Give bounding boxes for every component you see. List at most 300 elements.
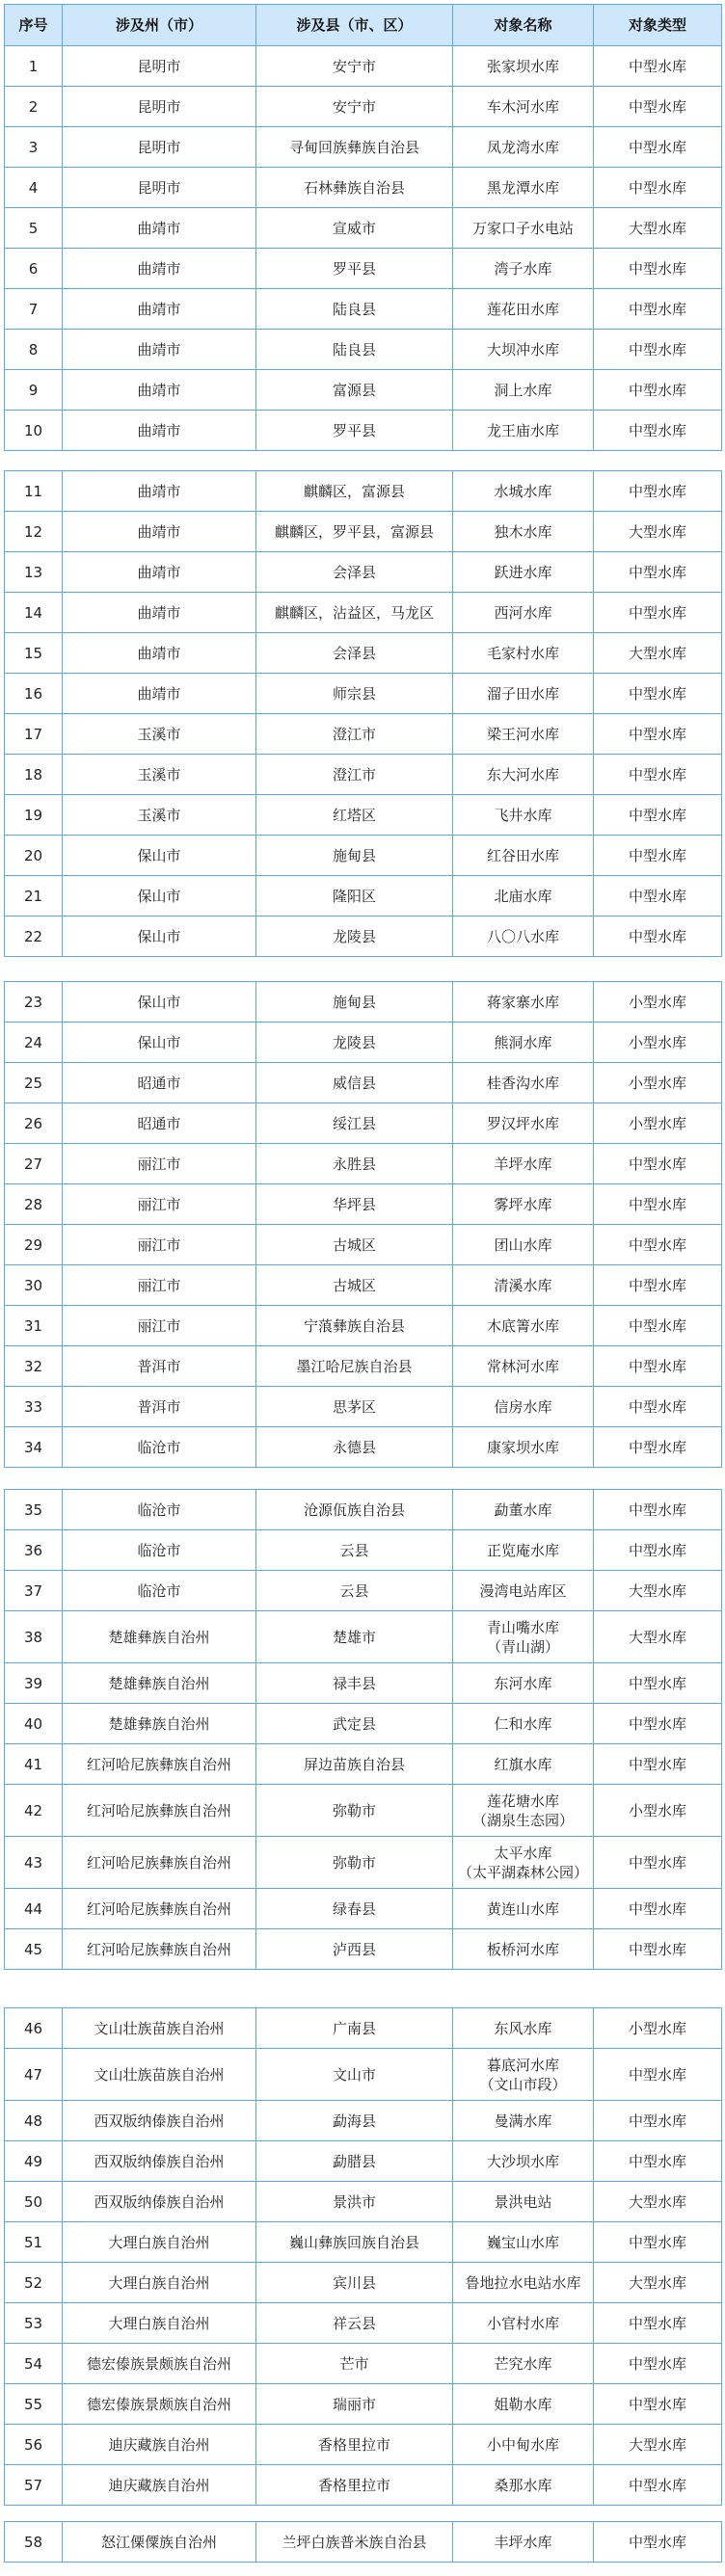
row-index: 43 xyxy=(5,1837,63,1889)
object-name-cell: 桑那水库 xyxy=(453,2465,594,2506)
table-row xyxy=(5,1663,722,1704)
prefecture-cell: 昆明市 xyxy=(63,87,256,127)
row-index: 16 xyxy=(5,674,63,714)
county-cell: 墨江哈尼族自治县 xyxy=(256,1346,453,1387)
county-cell: 思茅区 xyxy=(256,1387,453,1427)
county-cell: 云县 xyxy=(256,1571,453,1611)
county-cell: 文山市 xyxy=(256,2049,453,2101)
row-index: 6 xyxy=(5,249,63,289)
object-type-cell: 小型水库 xyxy=(594,2008,722,2049)
county-cell: 红塔区 xyxy=(256,795,453,836)
object-name-cell: 羊坪水库 xyxy=(453,1144,594,1184)
object-name-cell: 小中甸水库 xyxy=(453,2425,594,2465)
object-type-cell: 中型水库 xyxy=(594,2303,722,2344)
object-name-cell: 团山水库 xyxy=(453,1225,594,1265)
row-index: 47 xyxy=(5,2049,63,2101)
row-index: 58 xyxy=(5,2522,63,2563)
county-cell: 麒麟区，罗平县，富源县 xyxy=(256,512,453,552)
county-cell: 罗平县 xyxy=(256,411,453,451)
object-name-cell: 曼满水库 xyxy=(453,2101,594,2141)
object-name-cell: 罗汉坪水库 xyxy=(453,1103,594,1144)
prefecture-cell: 玉溪市 xyxy=(63,755,256,795)
county-cell: 广南县 xyxy=(256,2008,453,2049)
table-row xyxy=(5,552,722,593)
object-name-cell: 飞井水库 xyxy=(453,795,594,836)
table-row xyxy=(5,1837,722,1889)
row-index: 7 xyxy=(5,289,63,330)
header-index: 序号 xyxy=(5,5,63,46)
header-object-name: 对象名称 xyxy=(453,5,594,46)
prefecture-cell: 丽江市 xyxy=(63,1265,256,1306)
county-cell: 永胜县 xyxy=(256,1144,453,1184)
county-cell: 巍山彝族回族自治县 xyxy=(256,2222,453,2263)
table-row xyxy=(5,46,722,87)
row-index: 23 xyxy=(5,982,63,1022)
county-cell: 勐腊县 xyxy=(256,2141,453,2182)
table-row xyxy=(5,2141,722,2182)
prefecture-cell: 红河哈尼族彝族自治州 xyxy=(63,1889,256,1929)
object-name-cell: 张家坝水库 xyxy=(453,46,594,87)
object-name-cell: 景洪电站 xyxy=(453,2182,594,2222)
table-row xyxy=(5,1530,722,1571)
table-section-5 xyxy=(4,2007,722,2506)
row-index: 50 xyxy=(5,2182,63,2222)
object-name-cell: 万家口子水电站 xyxy=(453,208,594,249)
object-type-cell: 中型水库 xyxy=(594,370,722,411)
row-index: 19 xyxy=(5,795,63,836)
table-row xyxy=(5,87,722,127)
object-type-cell: 中型水库 xyxy=(594,1929,722,1970)
county-cell: 屏边苗族自治县 xyxy=(256,1744,453,1785)
county-cell: 师宗县 xyxy=(256,674,453,714)
object-name-cell: 木底箐水库 xyxy=(453,1306,594,1346)
row-index: 2 xyxy=(5,87,63,127)
prefecture-cell: 文山壮族苗族自治州 xyxy=(63,2049,256,2101)
object-type-cell: 中型水库 xyxy=(594,127,722,168)
prefecture-cell: 昆明市 xyxy=(63,127,256,168)
header-prefecture: 涉及州（市） xyxy=(63,5,256,46)
object-name-cell: 湾子水库 xyxy=(453,249,594,289)
prefecture-cell: 保山市 xyxy=(63,916,256,957)
row-index: 17 xyxy=(5,714,63,755)
table-row xyxy=(5,208,722,249)
county-cell: 隆阳区 xyxy=(256,876,453,916)
prefecture-cell: 怒江傈僳族自治州 xyxy=(63,2522,256,2563)
object-type-cell: 中型水库 xyxy=(594,411,722,451)
object-name-cell: 巍宝山水库 xyxy=(453,2222,594,2263)
row-index: 14 xyxy=(5,593,63,633)
row-index: 3 xyxy=(5,127,63,168)
table-row xyxy=(5,1306,722,1346)
object-type-cell: 中型水库 xyxy=(594,330,722,370)
object-name-cell: 梁王河水库 xyxy=(453,714,594,755)
county-cell: 云县 xyxy=(256,1530,453,1571)
object-type-cell: 中型水库 xyxy=(594,1744,722,1785)
row-index: 18 xyxy=(5,755,63,795)
row-index: 10 xyxy=(5,411,63,451)
prefecture-cell: 曲靖市 xyxy=(63,289,256,330)
prefecture-cell: 临沧市 xyxy=(63,1427,256,1468)
table-row xyxy=(5,411,722,451)
table-row xyxy=(5,1611,722,1663)
prefecture-cell: 丽江市 xyxy=(63,1225,256,1265)
row-index: 39 xyxy=(5,1663,63,1704)
object-name-cell: 仁和水库 xyxy=(453,1704,594,1744)
prefecture-cell: 大理白族自治州 xyxy=(63,2263,256,2303)
row-index: 27 xyxy=(5,1144,63,1184)
object-name-cell: 大沙坝水库 xyxy=(453,2141,594,2182)
row-index: 25 xyxy=(5,1063,63,1103)
object-type-cell: 中型水库 xyxy=(594,1184,722,1225)
row-index: 5 xyxy=(5,208,63,249)
prefecture-cell: 曲靖市 xyxy=(63,370,256,411)
county-cell: 宣威市 xyxy=(256,208,453,249)
row-index: 13 xyxy=(5,552,63,593)
county-cell: 景洪市 xyxy=(256,2182,453,2222)
prefecture-cell: 保山市 xyxy=(63,982,256,1022)
prefecture-cell: 德宏傣族景颇族自治州 xyxy=(63,2344,256,2384)
table-row xyxy=(5,714,722,755)
object-type-cell: 中型水库 xyxy=(594,2344,722,2384)
prefecture-cell: 红河哈尼族彝族自治州 xyxy=(63,1744,256,1785)
table-row xyxy=(5,471,722,512)
county-cell: 富源县 xyxy=(256,370,453,411)
row-index: 44 xyxy=(5,1889,63,1929)
table-row xyxy=(5,2101,722,2141)
prefecture-cell: 临沧市 xyxy=(63,1530,256,1571)
row-index: 40 xyxy=(5,1704,63,1744)
object-name-cell: 独木水库 xyxy=(453,512,594,552)
table-row xyxy=(5,1744,722,1785)
table-row xyxy=(5,1225,722,1265)
row-index: 49 xyxy=(5,2141,63,2182)
object-name-cell: 莲花塘水库 （湖泉生态园） xyxy=(453,1785,594,1837)
prefecture-cell: 丽江市 xyxy=(63,1184,256,1225)
object-type-cell: 中型水库 xyxy=(594,552,722,593)
object-type-cell: 中型水库 xyxy=(594,2384,722,2425)
object-name-cell: 常林河水库 xyxy=(453,1346,594,1387)
table-row xyxy=(5,2222,722,2263)
object-name-cell: 莲花田水库 xyxy=(453,289,594,330)
row-index: 1 xyxy=(5,46,63,87)
table-row xyxy=(5,330,722,370)
county-cell: 泸西县 xyxy=(256,1929,453,1970)
row-index: 15 xyxy=(5,633,63,674)
prefecture-cell: 丽江市 xyxy=(63,1144,256,1184)
row-index: 8 xyxy=(5,330,63,370)
object-name-cell: 八〇八水库 xyxy=(453,916,594,957)
object-name-cell: 太平水库 （太平湖森林公园） xyxy=(453,1837,594,1889)
row-index: 20 xyxy=(5,836,63,876)
row-index: 53 xyxy=(5,2303,63,2344)
table-row xyxy=(5,512,722,552)
row-index: 4 xyxy=(5,168,63,208)
object-type-cell: 中型水库 xyxy=(594,1427,722,1468)
table-row xyxy=(5,370,722,411)
object-type-cell: 中型水库 xyxy=(594,1387,722,1427)
object-type-cell: 小型水库 xyxy=(594,1785,722,1837)
object-type-cell: 中型水库 xyxy=(594,249,722,289)
prefecture-cell: 曲靖市 xyxy=(63,471,256,512)
county-cell: 会泽县 xyxy=(256,552,453,593)
table-row xyxy=(5,674,722,714)
table-row xyxy=(5,982,722,1022)
object-name-cell: 姐勒水库 xyxy=(453,2384,594,2425)
prefecture-cell: 文山壮族苗族自治州 xyxy=(63,2008,256,2049)
table-row xyxy=(5,2008,722,2049)
object-name-cell: 北庙水库 xyxy=(453,876,594,916)
table-row xyxy=(5,1103,722,1144)
object-type-cell: 中型水库 xyxy=(594,1265,722,1306)
prefecture-cell: 普洱市 xyxy=(63,1387,256,1427)
county-cell: 古城区 xyxy=(256,1265,453,1306)
county-cell: 麒麟区，沾益区，马龙区 xyxy=(256,593,453,633)
county-cell: 禄丰县 xyxy=(256,1663,453,1704)
table-row xyxy=(5,593,722,633)
row-index: 22 xyxy=(5,916,63,957)
object-type-cell: 中型水库 xyxy=(594,1704,722,1744)
table-row xyxy=(5,2344,722,2384)
table-row xyxy=(5,2049,722,2101)
object-type-cell: 中型水库 xyxy=(594,2522,722,2563)
object-type-cell: 中型水库 xyxy=(594,1837,722,1889)
object-type-cell: 大型水库 xyxy=(594,512,722,552)
object-name-cell: 东河水库 xyxy=(453,1663,594,1704)
row-index: 42 xyxy=(5,1785,63,1837)
object-type-cell: 中型水库 xyxy=(594,87,722,127)
table-row xyxy=(5,2182,722,2222)
object-type-cell: 大型水库 xyxy=(594,208,722,249)
row-index: 54 xyxy=(5,2344,63,2384)
object-type-cell: 中型水库 xyxy=(594,168,722,208)
object-type-cell: 大型水库 xyxy=(594,2182,722,2222)
object-name-cell: 小官村水库 xyxy=(453,2303,594,2344)
row-index: 21 xyxy=(5,876,63,916)
row-index: 37 xyxy=(5,1571,63,1611)
county-cell: 香格里拉市 xyxy=(256,2465,453,2506)
object-type-cell: 中型水库 xyxy=(594,2465,722,2506)
object-name-cell: 清溪水库 xyxy=(453,1265,594,1306)
object-name-cell: 洞上水库 xyxy=(453,370,594,411)
object-name-cell: 丰坪水库 xyxy=(453,2522,594,2563)
prefecture-cell: 玉溪市 xyxy=(63,714,256,755)
table-row xyxy=(5,795,722,836)
table-row xyxy=(5,1929,722,1970)
object-name-cell: 黄连山水库 xyxy=(453,1889,594,1929)
row-index: 51 xyxy=(5,2222,63,2263)
table-row xyxy=(5,168,722,208)
county-cell: 宁蒗彝族自治县 xyxy=(256,1306,453,1346)
object-type-cell: 中型水库 xyxy=(594,755,722,795)
row-index: 30 xyxy=(5,1265,63,1306)
prefecture-cell: 曲靖市 xyxy=(63,249,256,289)
prefecture-cell: 楚雄彝族自治州 xyxy=(63,1611,256,1663)
table-section-1 xyxy=(4,4,722,451)
object-type-cell: 中型水库 xyxy=(594,876,722,916)
table-row xyxy=(5,1184,722,1225)
prefecture-cell: 楚雄彝族自治州 xyxy=(63,1663,256,1704)
prefecture-cell: 迪庆藏族自治州 xyxy=(63,2465,256,2506)
object-type-cell: 大型水库 xyxy=(594,2425,722,2465)
object-name-cell: 跃进水库 xyxy=(453,552,594,593)
county-cell: 施甸县 xyxy=(256,836,453,876)
prefecture-cell: 红河哈尼族彝族自治州 xyxy=(63,1929,256,1970)
object-type-cell: 中型水库 xyxy=(594,916,722,957)
object-name-cell: 漫湾电站库区 xyxy=(453,1571,594,1611)
prefecture-cell: 曲靖市 xyxy=(63,411,256,451)
table-row xyxy=(5,1387,722,1427)
table-section-2 xyxy=(4,470,722,957)
row-index: 41 xyxy=(5,1744,63,1785)
county-cell: 武定县 xyxy=(256,1704,453,1744)
object-type-cell: 中型水库 xyxy=(594,795,722,836)
object-type-cell: 中型水库 xyxy=(594,1225,722,1265)
row-index: 26 xyxy=(5,1103,63,1144)
county-cell: 沧源佤族自治县 xyxy=(256,1490,453,1530)
row-index: 55 xyxy=(5,2384,63,2425)
object-name-cell: 暮底河水库 （文山市段） xyxy=(453,2049,594,2101)
object-type-cell: 中型水库 xyxy=(594,1663,722,1704)
table-section-3 xyxy=(4,981,722,1468)
table-row xyxy=(5,2465,722,2506)
county-cell: 弥勒市 xyxy=(256,1837,453,1889)
county-cell: 石林彝族自治县 xyxy=(256,168,453,208)
object-name-cell: 勐董水库 xyxy=(453,1490,594,1530)
county-cell: 龙陵县 xyxy=(256,916,453,957)
prefecture-cell: 西双版纳傣族自治州 xyxy=(63,2101,256,2141)
county-cell: 永德县 xyxy=(256,1427,453,1468)
prefecture-cell: 普洱市 xyxy=(63,1346,256,1387)
object-name-cell: 蒋家寨水库 xyxy=(453,982,594,1022)
row-index: 34 xyxy=(5,1427,63,1468)
prefecture-cell: 昭通市 xyxy=(63,1103,256,1144)
row-index: 11 xyxy=(5,471,63,512)
table-row xyxy=(5,2384,722,2425)
county-cell: 安宁市 xyxy=(256,46,453,87)
table-row xyxy=(5,1265,722,1306)
object-type-cell: 大型水库 xyxy=(594,633,722,674)
county-cell: 兰坪白族普米族自治县 xyxy=(256,2522,453,2563)
prefecture-cell: 曲靖市 xyxy=(63,674,256,714)
prefecture-cell: 西双版纳傣族自治州 xyxy=(63,2182,256,2222)
prefecture-cell: 德宏傣族景颇族自治州 xyxy=(63,2384,256,2425)
row-index: 45 xyxy=(5,1929,63,1970)
prefecture-cell: 保山市 xyxy=(63,836,256,876)
table-row xyxy=(5,1063,722,1103)
row-index: 48 xyxy=(5,2101,63,2141)
county-cell: 陆良县 xyxy=(256,289,453,330)
table-row xyxy=(5,1889,722,1929)
object-type-cell: 中型水库 xyxy=(594,2222,722,2263)
object-type-cell: 小型水库 xyxy=(594,982,722,1022)
object-type-cell: 中型水库 xyxy=(594,1144,722,1184)
object-type-cell: 小型水库 xyxy=(594,1103,722,1144)
prefecture-cell: 西双版纳傣族自治州 xyxy=(63,2141,256,2182)
table-row xyxy=(5,755,722,795)
table-row xyxy=(5,633,722,674)
row-index: 29 xyxy=(5,1225,63,1265)
object-type-cell: 中型水库 xyxy=(594,2141,722,2182)
object-name-cell: 康家坝水库 xyxy=(453,1427,594,1468)
object-type-cell: 中型水库 xyxy=(594,2101,722,2141)
county-cell: 澄江市 xyxy=(256,714,453,755)
row-index: 33 xyxy=(5,1387,63,1427)
table-row xyxy=(5,916,722,957)
object-type-cell: 中型水库 xyxy=(594,2049,722,2101)
object-type-cell: 大型水库 xyxy=(594,1611,722,1663)
county-cell: 澄江市 xyxy=(256,755,453,795)
object-type-cell: 大型水库 xyxy=(594,2263,722,2303)
object-name-cell: 雾坪水库 xyxy=(453,1184,594,1225)
prefecture-cell: 大理白族自治州 xyxy=(63,2222,256,2263)
object-name-cell: 西河水库 xyxy=(453,593,594,633)
prefecture-cell: 保山市 xyxy=(63,876,256,916)
prefecture-cell: 大理白族自治州 xyxy=(63,2303,256,2344)
object-type-cell: 中型水库 xyxy=(594,1530,722,1571)
table-row xyxy=(5,2522,722,2563)
object-name-cell: 大坝冲水库 xyxy=(453,330,594,370)
county-cell: 瑞丽市 xyxy=(256,2384,453,2425)
county-cell: 会泽县 xyxy=(256,633,453,674)
row-index: 35 xyxy=(5,1490,63,1530)
county-cell: 安宁市 xyxy=(256,87,453,127)
object-type-cell: 中型水库 xyxy=(594,674,722,714)
table-row xyxy=(5,1571,722,1611)
county-cell: 绿春县 xyxy=(256,1889,453,1929)
row-index: 52 xyxy=(5,2263,63,2303)
object-type-cell: 小型水库 xyxy=(594,1063,722,1103)
table-row xyxy=(5,289,722,330)
table-section-4 xyxy=(4,1489,722,1970)
county-cell: 宾川县 xyxy=(256,2263,453,2303)
table-row xyxy=(5,2303,722,2344)
object-type-cell: 中型水库 xyxy=(594,289,722,330)
object-type-cell: 中型水库 xyxy=(594,1490,722,1530)
row-index: 38 xyxy=(5,1611,63,1663)
prefecture-cell: 临沧市 xyxy=(63,1571,256,1611)
object-name-cell: 龙王庙水库 xyxy=(453,411,594,451)
object-name-cell: 车木河水库 xyxy=(453,87,594,127)
row-index: 36 xyxy=(5,1530,63,1571)
row-index: 56 xyxy=(5,2425,63,2465)
prefecture-cell: 曲靖市 xyxy=(63,330,256,370)
county-cell: 勐海县 xyxy=(256,2101,453,2141)
county-cell: 绥江县 xyxy=(256,1103,453,1144)
object-name-cell: 红谷田水库 xyxy=(453,836,594,876)
object-name-cell: 水城水库 xyxy=(453,471,594,512)
object-name-cell: 正览庵水库 xyxy=(453,1530,594,1571)
prefecture-cell: 曲靖市 xyxy=(63,512,256,552)
object-name-cell: 东大河水库 xyxy=(453,755,594,795)
table-row xyxy=(5,876,722,916)
prefecture-cell: 丽江市 xyxy=(63,1306,256,1346)
table-row xyxy=(5,1144,722,1184)
object-name-cell: 青山嘴水库 （青山湖） xyxy=(453,1611,594,1663)
table-row xyxy=(5,1346,722,1387)
county-cell: 华坪县 xyxy=(256,1184,453,1225)
object-type-cell: 中型水库 xyxy=(594,46,722,87)
object-name-cell: 溜子田水库 xyxy=(453,674,594,714)
header-county: 涉及县（市、区） xyxy=(256,5,453,46)
prefecture-cell: 曲靖市 xyxy=(63,633,256,674)
county-cell: 香格里拉市 xyxy=(256,2425,453,2465)
row-index: 57 xyxy=(5,2465,63,2506)
prefecture-cell: 保山市 xyxy=(63,1022,256,1063)
table-row xyxy=(5,249,722,289)
prefecture-cell: 昭通市 xyxy=(63,1063,256,1103)
prefecture-cell: 红河哈尼族彝族自治州 xyxy=(63,1837,256,1889)
object-name-cell: 毛家村水库 xyxy=(453,633,594,674)
